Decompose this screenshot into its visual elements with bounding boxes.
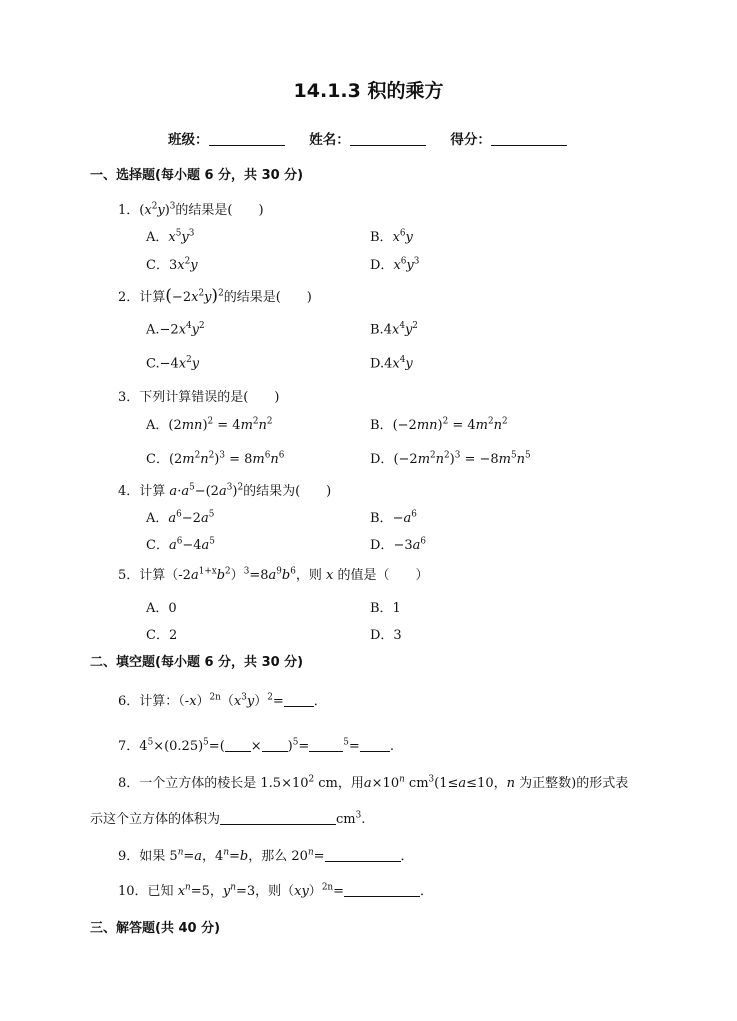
name-label: 姓名： (309, 132, 350, 148)
class-label: 班级： (168, 132, 209, 148)
q10-answer-blank[interactable] (344, 896, 420, 897)
q5-option-c[interactable]: C．2 (146, 628, 178, 643)
q5-option-a[interactable]: A．0 (146, 601, 177, 616)
q2-option-a[interactable]: $A.-2x^4y^2$ (146, 321, 205, 338)
q7-blank-4[interactable] (360, 751, 390, 752)
question-6: 6．计算：$(-x)^{2n}(x^3y)^2=$ ． (118, 692, 327, 709)
question-9: 9．如果 $5^n=a$，$4^n=b$，那么 $20^n=$ ． (118, 847, 414, 864)
question-3: 3．下列计算错误的是( ) (118, 390, 280, 405)
q7-blank-3[interactable] (309, 751, 343, 752)
name-blank[interactable] (350, 145, 426, 146)
section-1-heading: 一、选择题(每小题 6 分，共 30 分) (90, 168, 304, 183)
q8-answer-blank[interactable] (220, 824, 336, 825)
q3-option-d[interactable]: D．$(-2m^2n^2)^3 = -8m^5n^5$ (370, 450, 531, 467)
question-2: 2．计算$(-2x^2y)^2$的结果是( ) (118, 286, 312, 306)
q2-option-b[interactable]: $B.4x^4y^2$ (370, 321, 418, 338)
q4-option-b[interactable]: B．$-a^6$ (370, 509, 417, 526)
q3-option-a[interactable]: A．$(2mn)^2 = 4m^2n^2$ (146, 416, 273, 433)
q6-answer-blank[interactable] (284, 706, 314, 707)
q3-option-c[interactable]: C．$(2m^2n^2)^3 = 8m^6n^6$ (146, 450, 285, 467)
class-blank[interactable] (209, 145, 285, 146)
score-label: 得分： (450, 132, 491, 148)
q5-option-d[interactable]: D．3 (370, 628, 402, 643)
section-3-heading: 三、解答题(共 40 分) (90, 921, 221, 936)
student-info-row (168, 128, 587, 148)
question-5: 5．计算$(-2a^{1+x}b^2)^3=8a^9b^6$，则 x 的值是（ ） (118, 566, 429, 583)
question-8-line-2: 示这个立方体的体积为 $cm^3$. (90, 810, 366, 827)
q2-option-d[interactable]: $D.4x^4y$ (370, 355, 413, 372)
page-title: 14.1.3 积的乘方 (293, 80, 444, 102)
q4-option-c[interactable]: C．$a^6-4a^5$ (146, 536, 215, 553)
q1-option-a[interactable]: A．$x^5y^3$ (146, 228, 195, 245)
score-blank[interactable] (491, 145, 567, 146)
q4-option-d[interactable]: D．$-3a^6$ (370, 536, 426, 553)
q3-option-b[interactable]: B．$(-2mn)^2 = 4m^2n^2$ (370, 416, 508, 433)
q4-option-a[interactable]: A．$a^6-2a^5$ (146, 509, 215, 526)
q1-option-b[interactable]: B．$x^6y$ (370, 228, 413, 245)
question-1: 1．$(x^2y)^3$的结果是( ) (118, 201, 264, 218)
question-10: 10．已知 $x^n=5$，$y^n=3$，则（xy）$^{2n}$= ． (118, 882, 434, 899)
section-2-heading: 二、填空题(每小题 6 分，共 30 分) (90, 655, 304, 670)
q7-blank-2[interactable] (262, 751, 288, 752)
question-4: 4．计算 $a\cdot a^5-(2a^3)^2$的结果为( ) (118, 482, 332, 499)
q7-blank-1[interactable] (225, 751, 251, 752)
question-8-line-1: 8．一个立方体的棱长是 $1.5\times 10^2$ cm，用$a\times 10^n$ $cm^3(1\le a\le 10$，n 为正整数)的形式表 (118, 774, 629, 791)
question-7: 7．$4^5\times(0.25)^5=( \times )^5= ^5=$ . (118, 737, 394, 754)
q9-answer-blank[interactable] (325, 861, 401, 862)
q1-option-d[interactable]: D．$x^6y^3$ (370, 256, 420, 273)
q2-option-c[interactable]: $C.-4x^2y$ (146, 355, 200, 372)
q5-option-b[interactable]: B．1 (370, 601, 401, 616)
q1-option-c[interactable]: C．$3x^2y$ (146, 256, 198, 273)
